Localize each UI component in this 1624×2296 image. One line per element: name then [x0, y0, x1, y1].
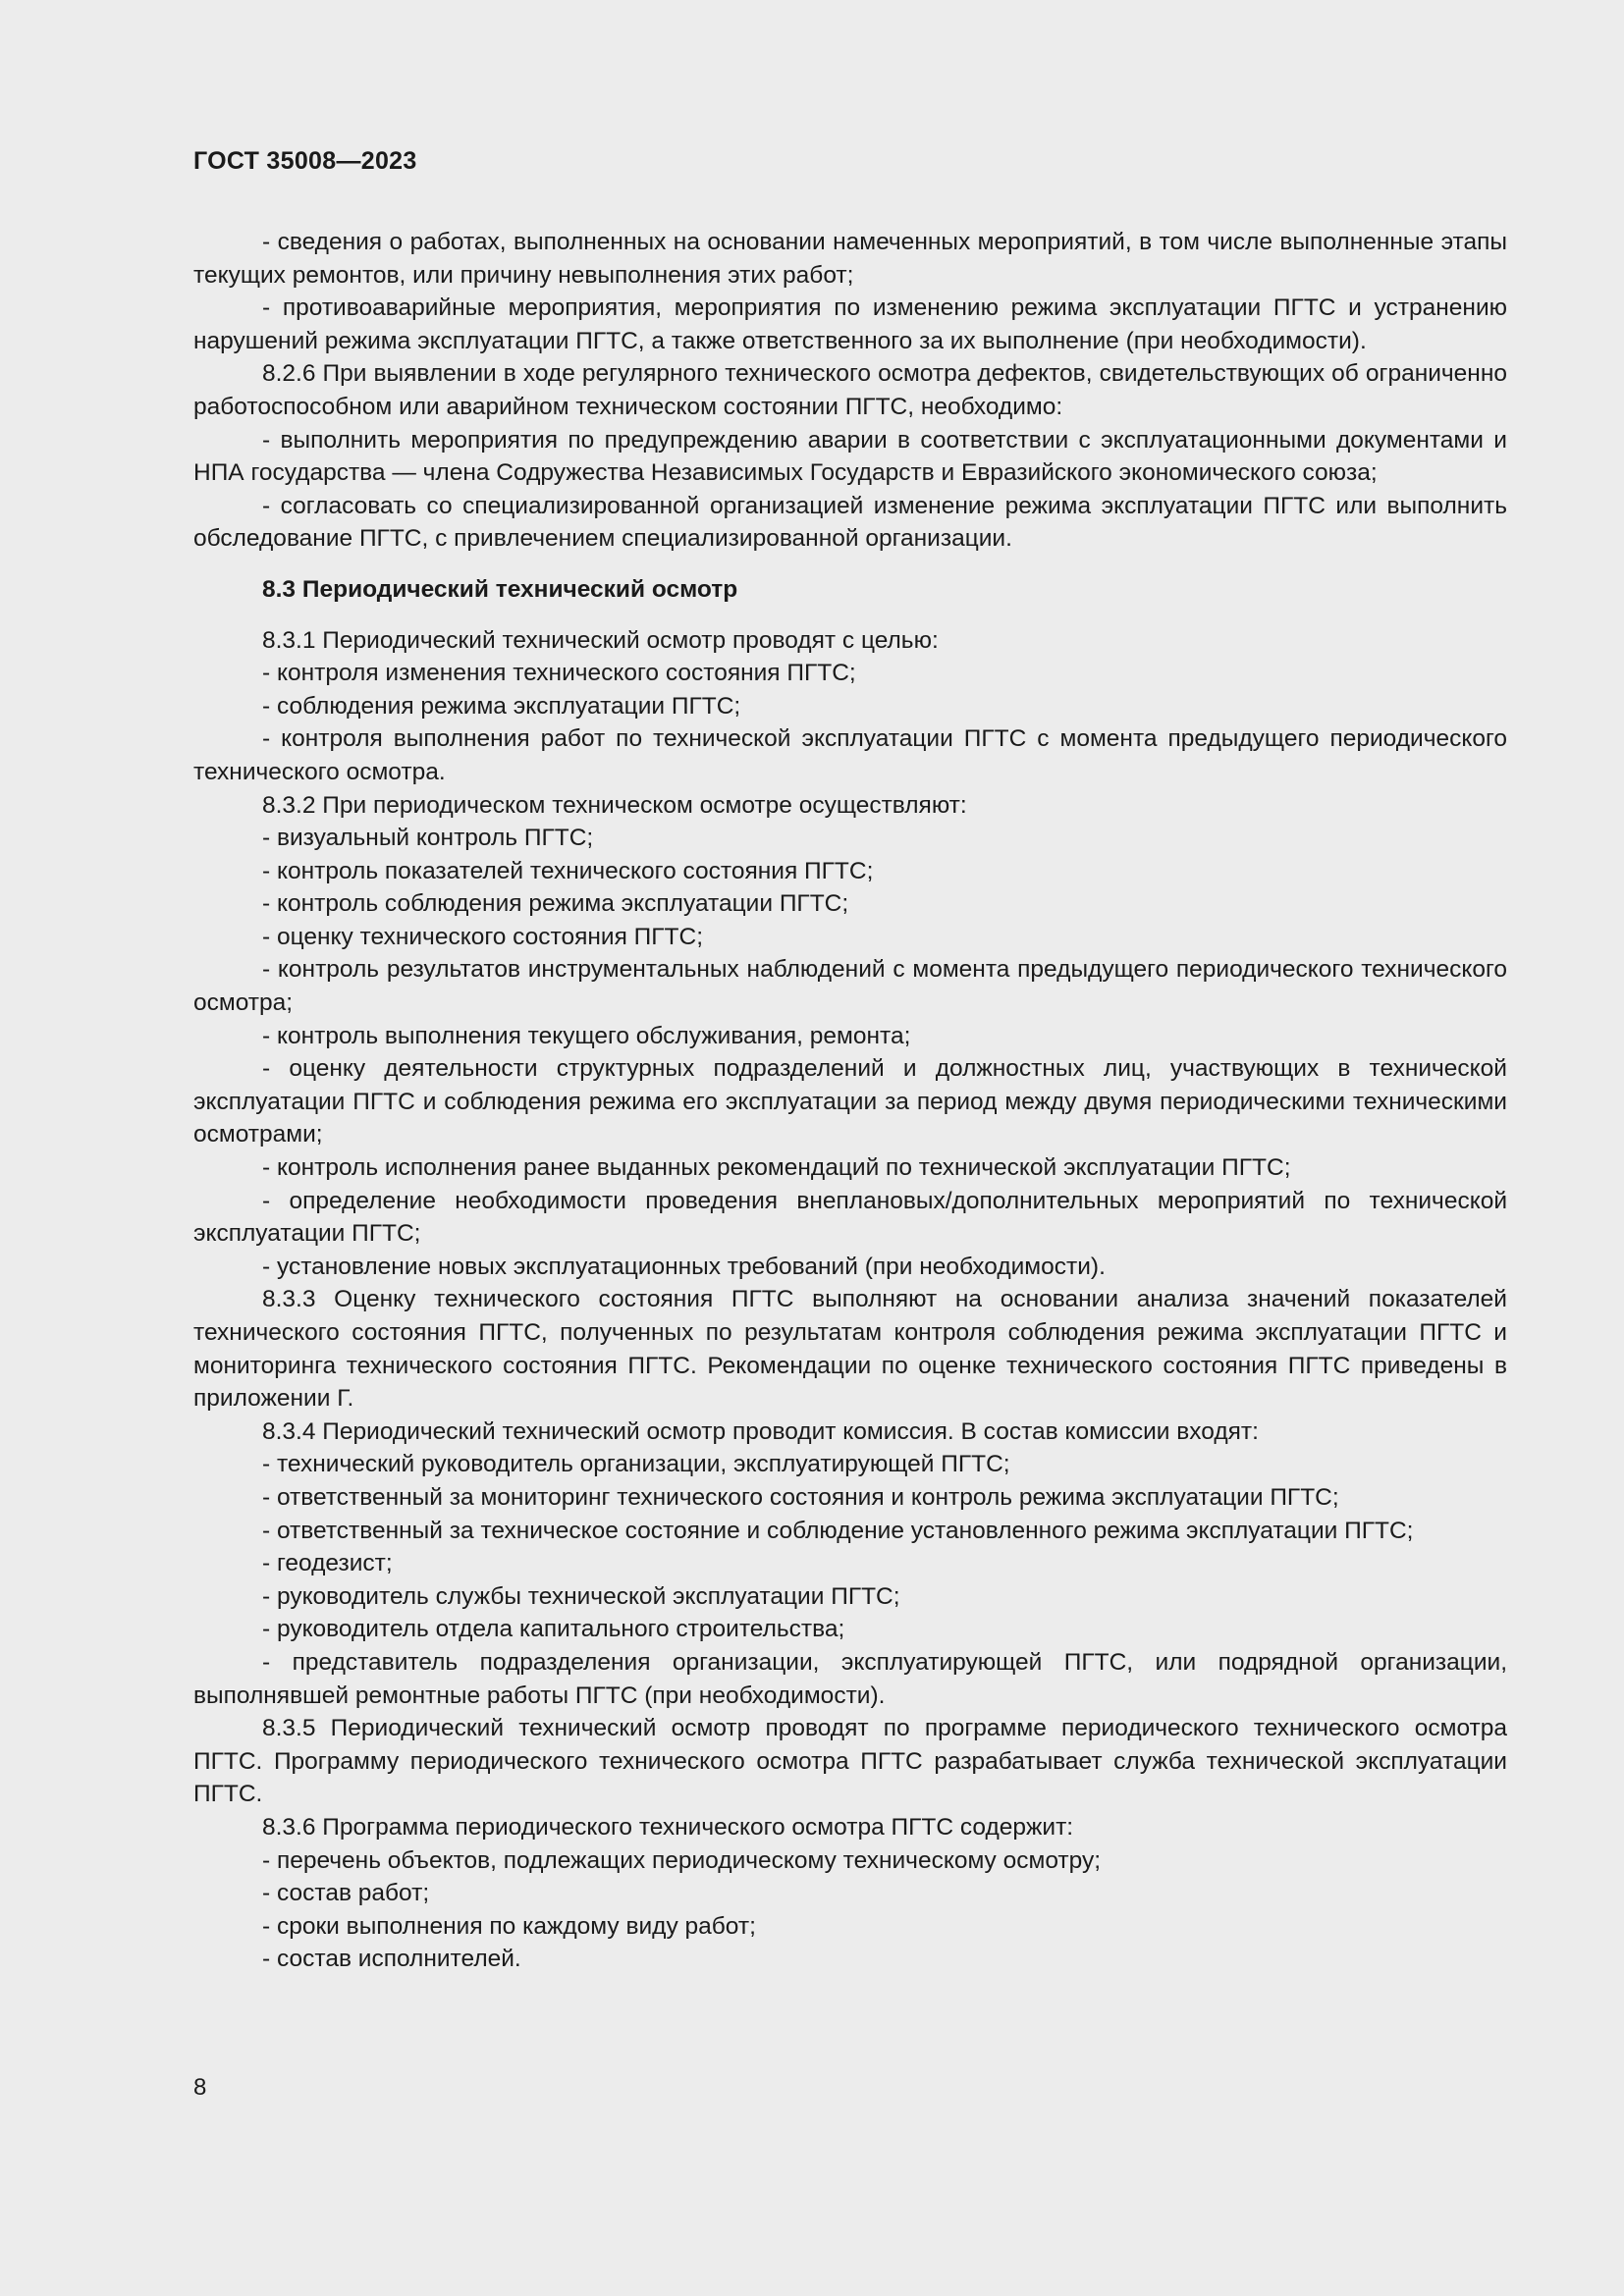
list-item: - ответственный за техническое состояние и соблюдение установленного режима эксплуатации ПГТС; [262, 1517, 1414, 1544]
list-item: - технический руководитель организации, эксплуатирующей ПГТС; [262, 1451, 1010, 1478]
list-item: - определение необходимости проведения внеплановых/дополнительных мероприятий по технической эксплуатации ПГТС; [193, 1187, 1507, 1248]
list-item: - руководитель отдела капитального строительства; [262, 1616, 845, 1643]
paragraph: 8.3.2 При периодическом техническом осмотре осуществляют: [262, 791, 967, 819]
paragraph: 8.3.5 Периодический технический осмотр проводят по программе периодического технического осмотра ПГТС. Программу периодического технического осмотра ПГТС разрабатывает служба технической эксплуатации ПГТС. [193, 1715, 1507, 1808]
paragraph: - противоаварийные мероприятия, мероприятия по изменению режима эксплуатации ПГТС и устранению нарушений режима эксплуатации ПГТС, а также ответственного за их выполнение (при необходимости). [193, 294, 1507, 354]
list-item: - оценку технического состояния ПГТС; [262, 923, 704, 950]
list-item: - контроль исполнения ранее выданных рекомендаций по технической эксплуатации ПГТС; [262, 1154, 1291, 1182]
list-item: - контроль выполнения текущего обслуживания, ремонта; [262, 1022, 911, 1049]
paragraph: - согласовать со специализированной организацией изменение режима эксплуатации ПГТС или выполнить обследование ПГТС, с привлечением специализированной организации. [193, 492, 1507, 553]
list-item: - перечень объектов, подлежащих периодическому техническому осмотру; [262, 1846, 1102, 1874]
list-item: - геодезист; [262, 1550, 393, 1577]
paragraph: 8.3.3 Оценку технического состояния ПГТС выполняют на основании анализа значений показателей технического состояния ПГТС, полученных по результатам контроля соблюдения режима эксплуатации ПГТС и мониторинга технического состояния ПГТС. Рекомендации по оценке технического состояния ПГТС приведены в приложении Г. [193, 1286, 1507, 1413]
page-number: 8 [193, 2074, 207, 2101]
list-item: - контроля изменения технического состояния ПГТС; [262, 660, 856, 687]
list-item: - контроль показателей технического состояния ПГТС; [262, 857, 874, 884]
paragraph: - выполнить мероприятия по предупреждению аварии в соответствии с эксплуатационными документами и НПА государства — члена Содружества Независимых Государств и Евразийского экономического союза; [193, 426, 1507, 487]
list-item: - ответственный за мониторинг технического состояния и контроль режима эксплуатации ПГТС; [262, 1483, 1339, 1511]
paragraph: - сведения о работах, выполненных на основании намеченных мероприятий, в том числе выполненные этапы текущих ремонтов, или причину невыполнения этих работ; [193, 229, 1507, 289]
list-item: - представитель подразделения организации, эксплуатирующей ПГТС, или подрядной организации, выполнявшей ремонтные работы ПГТС (при необходимости). [193, 1648, 1507, 1709]
list-item: - установление новых эксплуатационных требований (при необходимости). [262, 1253, 1106, 1280]
paragraph: 8.3.6 Программа периодического технического осмотра ПГТС содержит: [262, 1813, 1074, 1841]
paragraph: 8.3.4 Периодический технический осмотр проводит комиссия. В состав комиссии входят: [262, 1417, 1259, 1445]
paragraph: 8.3.1 Периодический технический осмотр проводят с целью: [262, 626, 939, 654]
list-item: - руководитель службы технической эксплуатации ПГТС; [262, 1582, 900, 1610]
list-item: - контроля выполнения работ по технической эксплуатации ПГТС с момента предыдущего периодического технического осмотра. [193, 725, 1507, 785]
list-item: - состав работ; [262, 1880, 430, 1907]
paragraph: 8.2.6 При выявлении в ходе регулярного технического осмотра дефектов, свидетельствующих об ограниченно работоспособном или аварийном техническом состоянии ПГТС, необходимо: [193, 360, 1507, 420]
list-item: - контроль результатов инструментальных наблюдений с момента предыдущего периодического технического осмотра; [193, 956, 1507, 1017]
list-item: - состав исполнителей. [262, 1946, 521, 1973]
list-item: - сроки выполнения по каждому виду работ; [262, 1912, 756, 1940]
list-item: - оценку деятельности структурных подразделений и должностных лиц, участвующих в технической эксплуатации ПГТС и соблюдения режима его эксплуатации за период между двумя периодическими техническими осмотрами; [193, 1055, 1507, 1148]
document-body [193, 226, 1507, 1976]
list-item: - контроль соблюдения режима эксплуатации ПГТС; [262, 890, 849, 918]
list-item: - визуальный контроль ПГТС; [262, 825, 594, 852]
section-heading: 8.3 Периодический технический осмотр [262, 575, 738, 603]
list-item: - соблюдения режима эксплуатации ПГТС; [262, 692, 741, 720]
standard-header: ГОСТ 35008—2023 [193, 147, 417, 175]
